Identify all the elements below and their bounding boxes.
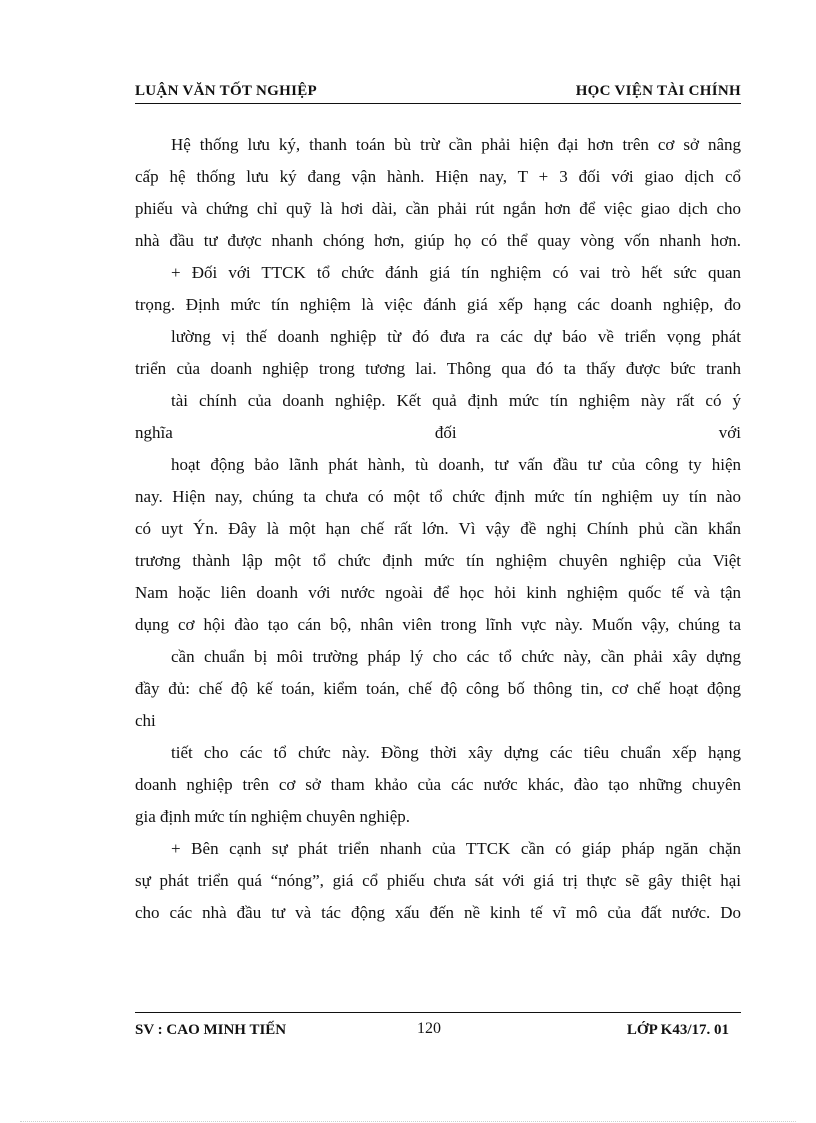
- text-line: Hệ thống lưu ký, thanh toán bù trừ cần phải hiện đại hơn trên cơ sở nâng: [171, 135, 741, 154]
- text-line: nghĩa đối với: [135, 423, 741, 442]
- header-rule: [135, 103, 741, 104]
- text-line: nhà đầu tư được nhanh chóng hơn, giúp họ có thể quay vòng vốn nhanh hơn.: [135, 231, 741, 250]
- header-thesis-title: LUẬN VĂN TỐT NGHIỆP: [135, 83, 317, 99]
- text-line: dụng cơ hội đào tạo cán bộ, nhân viên trong lĩnh vực này. Muốn vậy, chúng ta: [135, 615, 741, 634]
- text-line: doanh nghiệp trên cơ sở tham khảo của các nước khác, đào tạo những chuyên: [135, 775, 741, 794]
- text-line: có uyt Ýn. Đây là một hạn chế rất lớn. Vì vậy đề nghị Chính phủ cần khẩn: [135, 519, 741, 538]
- text-line: gia định mức tín nghiệm chuyên nghiệp.: [135, 807, 411, 826]
- page-footer: [135, 1012, 741, 1046]
- footer-class: LỚP K43/17. 01: [626, 1022, 729, 1038]
- text-line: cấp hệ thống lưu ký đang vận hành. Hiện nay, T + 3 đối với giao dịch cổ: [135, 167, 741, 186]
- text-line: + Bên cạnh sự phát triển nhanh của TTCK cần có giáp pháp ngăn chặn: [171, 839, 741, 858]
- text-line: đầy đủ: chế độ kế toán, kiểm toán, chế độ công bố thông tin, cơ chế hoạt động: [135, 679, 741, 698]
- page-header: [135, 80, 741, 104]
- text-line: nay. Hiện nay, chúng ta chưa có một tổ chức định mức tín nghiệm uy tín nào: [135, 487, 741, 506]
- text-line: tài chính của doanh nghiệp. Kết quả định mức tín nghiệm này rất có ý: [171, 391, 741, 410]
- text-line: + Đối với TTCK tổ chức đánh giá tín nghiệm có vai trò hết sức quan: [171, 263, 741, 282]
- text-line: sự phát triển quá “nóng”, giá cổ phiếu chưa sát với giá trị thực sẽ gây thiệt hại: [135, 871, 741, 890]
- text-line: hoạt động bảo lãnh phát hành, tù doanh, tư vấn đầu tư của công ty hiện: [171, 455, 741, 474]
- header-institution: HỌC VIỆN TÀI CHÍNH: [575, 83, 741, 99]
- text-line: triển của doanh nghiệp trong tương lai. Thông qua đó ta thấy được bức tranh: [135, 359, 741, 378]
- text-line: cho các nhà đầu tư và tác động xấu đến nề kinh tế vĩ mô của đất nước. Do: [135, 903, 741, 922]
- text-line: tiết cho các tổ chức này. Đồng thời xây dựng các tiêu chuẩn xếp hạng: [171, 743, 741, 762]
- footer-student-name: SV : CAO MINH TIẾN: [135, 1022, 287, 1038]
- footer-page-number: 120: [417, 1020, 441, 1037]
- text-line: chi: [135, 711, 156, 730]
- text-line: cần chuẩn bị môi trường pháp lý cho các tổ chức này, cần phải xây dựng: [171, 647, 741, 666]
- text-line: lường vị thế doanh nghiệp từ đó đưa ra các dự báo về triển vọng phát: [171, 327, 741, 346]
- text-line: trương thành lập một tổ chức định mức tín nghiệm chuyên nghiệp của Việt: [135, 551, 741, 570]
- text-line: trọng. Định mức tín nghiệm là việc đánh giá xếp hạng các doanh nghiệp, đo: [135, 295, 741, 314]
- footer-rule: [135, 1012, 741, 1013]
- page-bottom-edge: [20, 1121, 796, 1122]
- text-line: Nam hoặc liên doanh với nước ngoài để học hỏi kinh nghiệm quốc tế và tận: [135, 583, 741, 602]
- text-line: phiếu và chứng chỉ quỹ là hơi dài, cần phải rút ngắn hơn để việc giao dịch cho: [135, 199, 741, 218]
